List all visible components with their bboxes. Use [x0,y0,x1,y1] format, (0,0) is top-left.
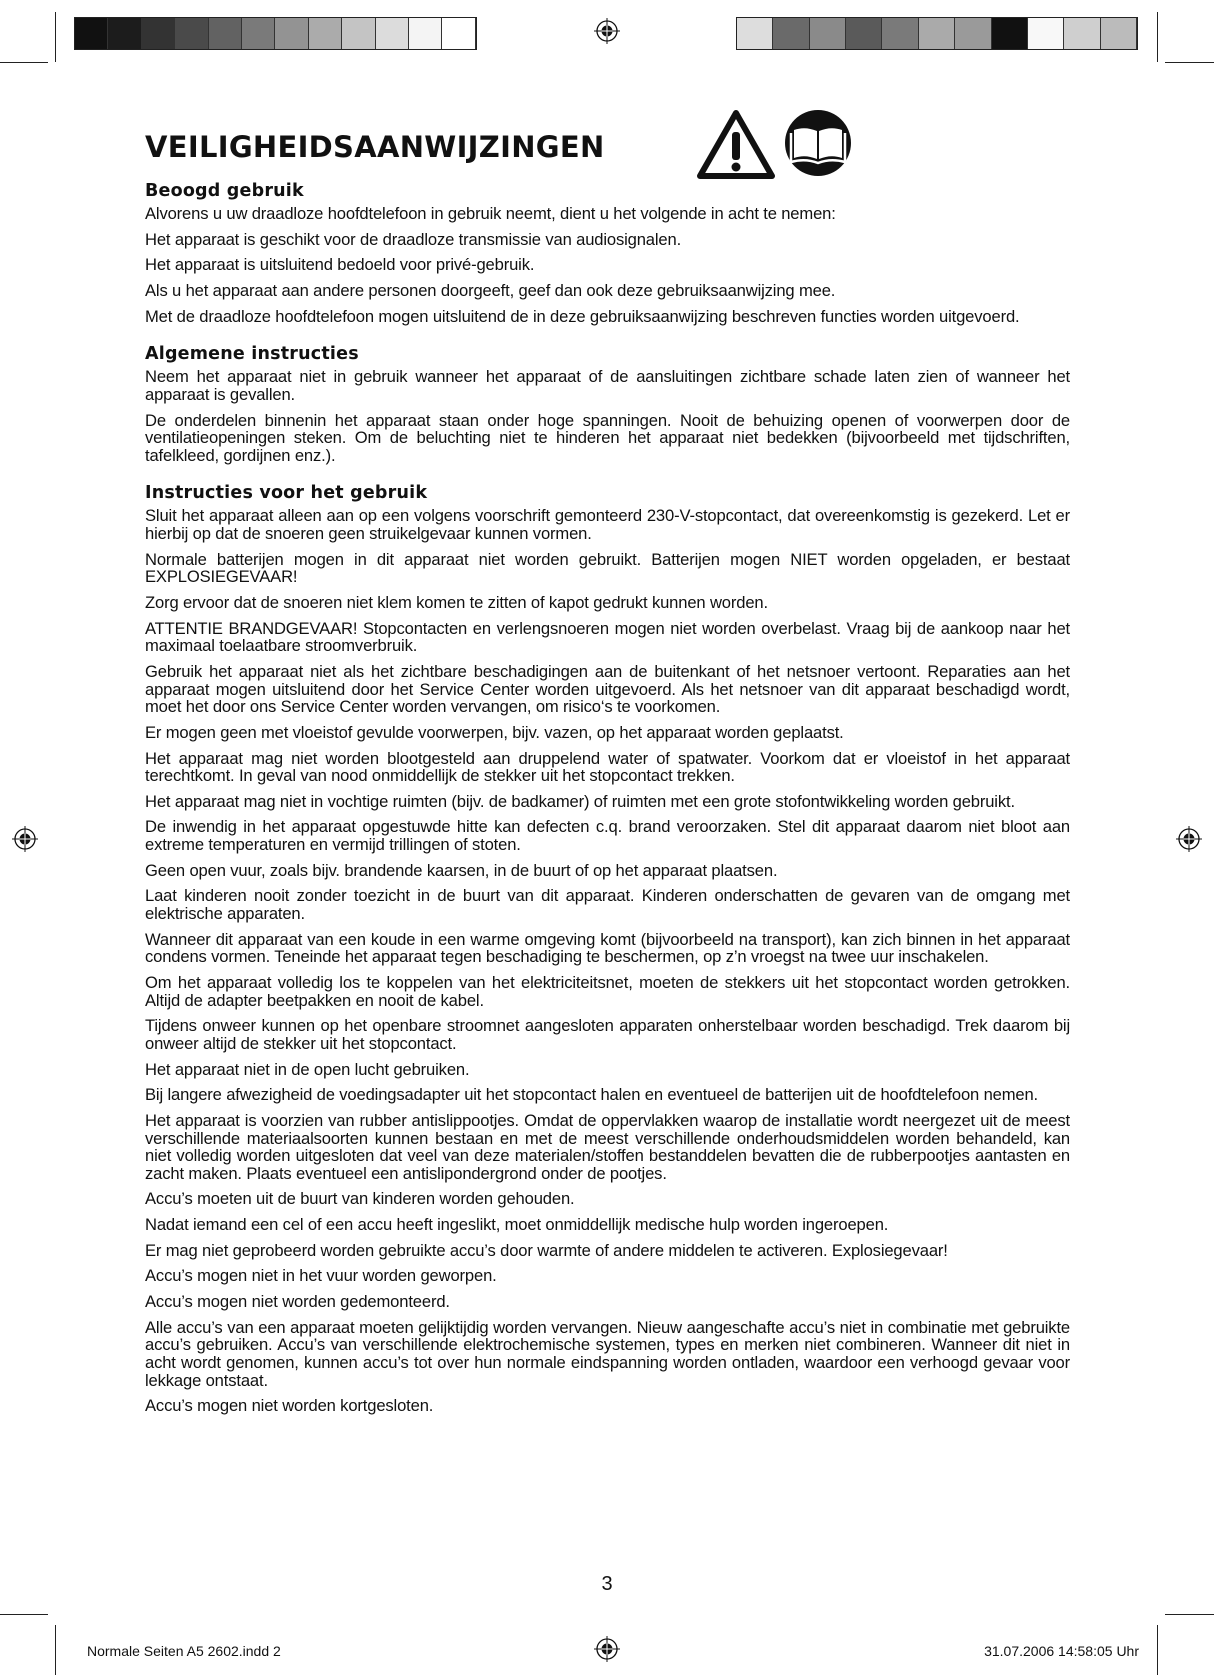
manual-book-icon [783,108,853,178]
color-swatch [919,18,955,49]
title-row [145,104,1145,184]
paragraph: Er mag niet geprobeerd worden gebruikte accu’s door warmte of andere middelen te activeren. Explosiegevaar! [145,1240,948,1260]
color-swatch [737,18,773,49]
paragraph: Om het apparaat volledig los te koppelen van het elektriciteitsnet, moeten de stekkers uit het stopcontact worden getrokken. Altijd de adapter beetpakken en nooit de kabel. [145,973,1070,1010]
registration-mark-icon [12,826,38,852]
section-heading: Instructies voor het gebruik [145,483,428,504]
color-swatch [342,18,375,49]
paragraph: ATTENTIE BRANDGEVAAR! Stopcontacten en verlengsnoeren mogen niet worden overbelast. Vraag bij de aankoop naar het maximaal toelaatbare stroomverbruik. [145,618,1070,656]
paragraph: Alle accu’s van een apparaat moeten gelijktijdig worden vervangen. Nieuw aangeschafte accu’s niet in combinatie met gebruikte accu’s gebruiken. Accu’s van verschillende elektrochemische systemen, types en merken niet combineren. Wanneer dit niet in acht wordt genomen, kunnen accu’s tot over hun normale eindspanning worden ontladen, waardoor een verhoogd gevaar voor lekkage ontstaat. [145,1317,1070,1390]
crop-mark [0,62,48,63]
section [145,181,1070,325]
color-swatch [142,18,175,49]
crop-mark [0,1614,48,1615]
color-swatch [442,18,475,49]
paragraph: De onderdelen binnenin het apparaat staan onder hoge spanningen. Nooit de behuizing openen of voorwerpen door de ventilatieopeningen steken. Om de beluchting niet te hinderen het apparaat niet bedekken (bijvoorbeeld met tijdschriften, tafelkleed, gordijnen enz.). [145,410,1070,465]
paragraph: Het apparaat mag niet in vochtige ruimten (bijv. de badkamer) of ruimten met een grote stofontwikkeling worden gebruikt. [145,791,1015,811]
crop-mark [1157,12,1158,62]
paragraph: Laat kinderen nooit zonder toezicht in de buurt van dit apparaat. Kinderen onderschatten de gevaren van de omgang met elektrische apparaten. [145,886,1070,924]
color-swatch [992,18,1028,49]
paragraph: Het apparaat niet in de open lucht gebruiken. [145,1059,470,1079]
color-swatch [1028,18,1064,49]
paragraph: Normale batterijen mogen in dit apparaat niet worden gebruikt. Batterijen mogen NIET worden opgeladen, er bestaat EXPLOSIEGEVAAR! [145,549,1070,587]
paragraph: Met de draadloze hoofdtelefoon mogen uitsluitend de in deze gebruiksaanwijzing beschreven functies worden uitgevoerd. [145,306,1020,326]
registration-mark-icon [1176,826,1202,852]
safety-instructions [145,181,1070,1434]
color-swatch [309,18,342,49]
crop-mark [1165,62,1214,63]
paragraph: Geen open vuur, zoals bijv. brandende kaarsen, in de buurt of op het apparaat plaatsen. [145,860,778,880]
color-bar-right [736,17,1138,50]
section-heading: Beoogd gebruik [145,181,304,201]
color-swatch [75,18,108,49]
page-title: VEILIGHEIDSAANWIJZINGEN [145,130,605,164]
page-number: 3 [601,1573,613,1595]
paragraph: Als u het apparaat aan andere personen doorgeeft, geef dan ook deze gebruiksaanwijzing mee. [145,281,836,301]
color-swatch [108,18,141,49]
paragraph: Wanneer dit apparaat van een koude in een warme omgeving komt (bijvoorbeeld na transport), kan zich binnen in het apparaat condens vormen. Teneinde het apparaat tegen beschadiging te beschermen, op z’n vroegst na twee uur inschakelen. [145,929,1070,967]
paragraph: Tijdens onweer kunnen op het openbare stroomnet aangesloten apparaten onherstelbaar worden beschadigd. Trek daarom bij onweer altijd de stekker uit het stopcontact. [145,1016,1070,1053]
color-swatch [275,18,308,49]
paragraph: Neem het apparaat niet in gebruik wanneer het apparaat of de aansluitingen zichtbare schade laten zien of wanneer het apparaat is gevallen. [145,367,1070,404]
paragraph: Er mogen geen met vloeistof gevulde voorwerpen, bijv. vazen, op het apparaat worden geplaatst. [145,722,844,742]
crop-mark [1157,1625,1158,1675]
paragraph: Het apparaat is voorzien van rubber antislippootjes. Omdat de oppervlakken waarop de installatie wordt neergezet uit de meest verschillende materiaalsoorten kunnen bestaan en met de meest verschillende onderhoudsmiddelen worden behandeld, kan niet volledig worden uitgesloten dat veel van deze materialen/stoffen bestanddelen bevatten die de rubberpootjes aantasten en zacht maken. Plaats eventueel een antislipondergrond onder de pootjes. [145,1110,1070,1183]
paragraph: Gebruik het apparaat niet als het zichtbare beschadigingen aan de buitenkant of het netsnoer vertoont. Reparaties aan het apparaat mogen uitsluitend door het Service Center worden uitgevoerd. Als het netsnoer van dit apparaat beschadigd wordt, moet het door ons Service Center worden vervangen, om risico‘s te voorkomen. [145,661,1070,717]
registration-mark-icon [594,18,620,44]
paragraph: Het apparaat is geschikt voor de draadloze transmissie van audiosignalen. [145,229,682,249]
color-swatch [409,18,442,49]
paragraph: Accu’s mogen niet worden kortgesloten. [145,1396,434,1416]
registration-mark-icon [594,1636,620,1662]
paragraph: Alvorens u uw draadloze hoofdtelefoon in gebruik neemt, dient u het volgende in acht te nemen: [145,204,836,223]
color-swatch [1101,18,1137,49]
color-swatch [773,18,809,49]
paragraph: Sluit het apparaat alleen aan op een volgens voorschrift gemonteerd 230-V-stopcontact, dat overeenkomstig is gezekerd. Let er hierbij op dat de snoeren geen struikelgevaar kunnen vormen. [145,506,1070,543]
color-swatch [175,18,208,49]
color-swatch [955,18,991,49]
paragraph: Zorg ervoor dat de snoeren niet klem komen te zitten of kapot gedrukt kunnen worden. [145,592,768,612]
paragraph: De inwendig in het apparaat opgestuwde hitte kan defecten c.q. brand veroorzaken. Stel dit apparaat daarom niet bloot aan extreme temperaturen en vermijd trillingen of stoten. [145,817,1070,855]
color-swatch [882,18,918,49]
paragraph: Het apparaat mag niet worden blootgesteld aan druppelend water of spatwater. Voorkom dat er vloeistof in het apparaat terechtkomt. In geval van nood onmiddellijk de stekker uit het stopcontact trekken. [145,748,1070,786]
crop-mark [55,12,56,62]
paragraph: Het apparaat is uitsluitend bedoeld voor privé-gebruik. [145,255,535,275]
paragraph: Nadat iemand een cel of een accu heeft ingeslikt, moet onmiddellijk medische hulp worden ingeroepen. [145,1215,889,1235]
footer-timestamp: 31.07.2006 14:58:05 Uhr [984,1643,1139,1659]
crop-mark [55,1625,56,1675]
paragraph: Bij langere afwezigheid de voedingsadapter uit het stopcontact halen en eventueel de batterijen uit de hoofdtelefoon nemen. [145,1085,1039,1105]
color-swatch [1064,18,1100,49]
section [145,483,1070,1415]
color-swatch [846,18,882,49]
crop-mark [1165,1614,1214,1615]
section [145,344,1070,464]
paragraph: Accu’s mogen niet in het vuur worden geworpen. [145,1266,497,1286]
footer-filename: Normale Seiten A5 2602.indd 2 [87,1643,281,1659]
color-swatch [810,18,846,49]
section-heading: Algemene instructies [145,344,359,365]
paragraph: Accu’s moeten uit de buurt van kinderen worden gehouden. [145,1189,575,1209]
color-swatch [376,18,409,49]
color-bar-left [74,17,477,50]
paragraph: Accu’s mogen niet worden gedemonteerd. [145,1292,450,1312]
color-swatch [242,18,275,49]
warning-icon [696,108,776,180]
color-swatch [209,18,242,49]
